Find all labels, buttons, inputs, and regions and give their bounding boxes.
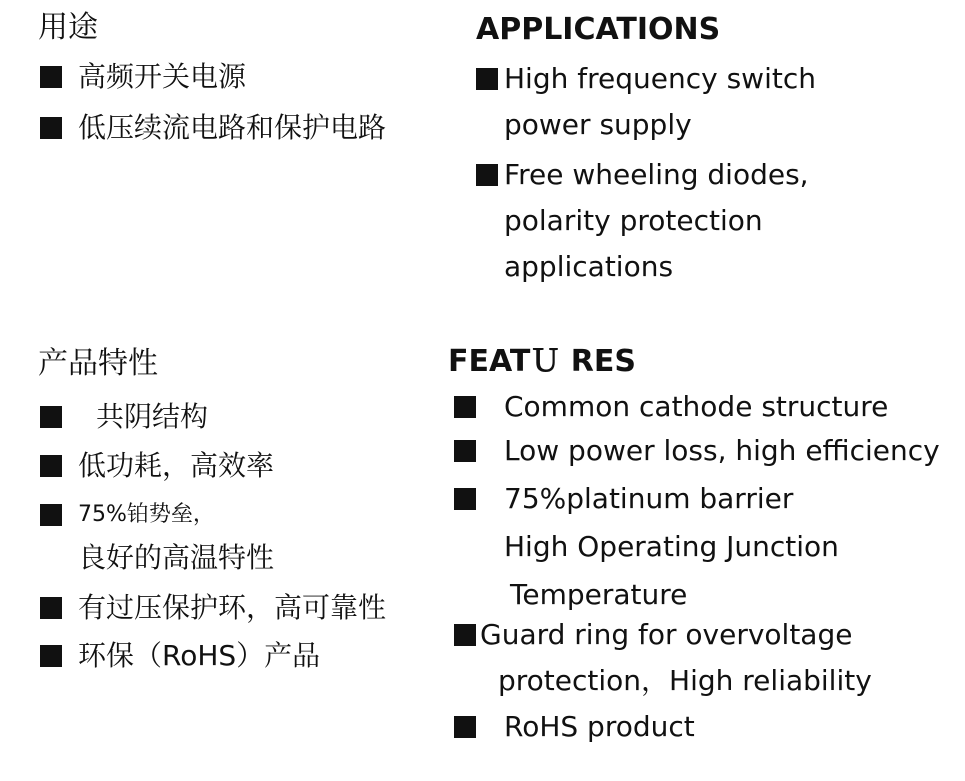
cn-feature-item: 环保（RoHS）产品	[78, 639, 321, 672]
cn-feature-item: 共阴结构	[96, 400, 209, 433]
bullet-square-icon	[40, 645, 62, 667]
bullet-square-icon	[40, 117, 62, 139]
cn-feature-item: 低功耗，高效率	[78, 449, 275, 482]
bullet-square-icon	[476, 164, 498, 186]
bullet-square-icon	[454, 624, 476, 646]
bullet-square-icon	[40, 504, 62, 526]
en-application-item-line: Free wheeling diodes,	[504, 158, 809, 191]
en-feature-item-line: Guard ring for overvoltage	[480, 618, 853, 651]
en-applications-heading: APPLICATIONS	[476, 12, 721, 47]
bullet-square-icon	[454, 440, 476, 462]
cn-features-heading: 产品特性	[38, 346, 158, 381]
en-feature-item-line: Common cathode structure	[504, 390, 889, 423]
bullet-square-icon	[454, 488, 476, 510]
en-features-heading: FEATＵ RES	[448, 344, 636, 379]
bullet-square-icon	[40, 597, 62, 619]
bullet-square-icon	[454, 396, 476, 418]
en-feature-item-line: Temperature	[510, 578, 688, 611]
bullet-square-icon	[40, 66, 62, 88]
bullet-square-icon	[454, 716, 476, 738]
en-application-item-line: polarity protection	[504, 204, 763, 237]
cn-feature-item: 有过压保护环，高可靠性	[78, 591, 387, 624]
en-feature-item-line: High Operating Junction	[504, 530, 839, 563]
bullet-square-icon	[40, 455, 62, 477]
en-feature-item-line: Low power loss, high efficiency	[504, 434, 940, 467]
en-feature-item-line: RoHS product	[504, 710, 695, 743]
en-feature-item-line: 75%platinum barrier	[504, 482, 794, 515]
en-application-item-line: power supply	[504, 108, 692, 141]
cn-application-item: 高频开关电源	[78, 60, 247, 93]
cn-application-item: 低压续流电路和保护电路	[78, 111, 387, 144]
cn-feature-item: 75%铂势垒，	[78, 502, 215, 527]
bullet-square-icon	[476, 68, 498, 90]
en-application-item-line: High frequency switch	[504, 62, 816, 95]
en-application-item-line: applications	[504, 250, 674, 283]
bullet-square-icon	[40, 406, 62, 428]
en-feature-item-line: protection，High reliability	[498, 664, 872, 697]
cn-applications-heading: 用途	[38, 10, 98, 45]
cn-feature-item-continuation: 良好的高温特性	[78, 541, 275, 574]
